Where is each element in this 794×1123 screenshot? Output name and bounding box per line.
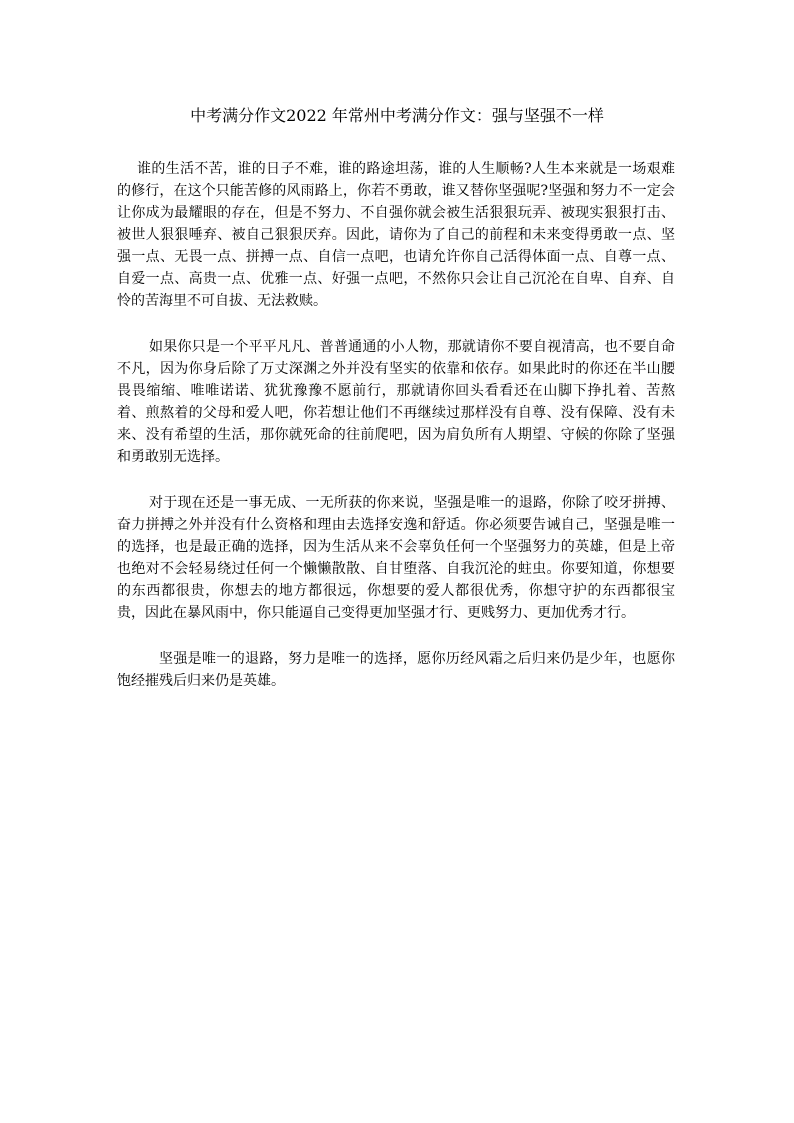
paragraph-3: 对于现在还是一事无成、一无所获的你来说，坚强是唯一的退路，你除了咬牙拼搏、奋力拼搏之外并没有什么资格和理由去选择安逸和舒适。你必须要告诫自己，坚强是唯一的选择，也是最正确的选择，因为生活从来不会辜负任何一个坚强努力的英雄，但是上帝也绝对不会轻易绕过任何一个懒懒散散、自甘堕落、自我沉沦的蛀虫。你要知道，你想要的东西都很贵，你想去的地方都很远，你想要的爱人都很优秀，你想守护的东西都很宝贵，因此在暴风雨中，你只能逼自己变得更加坚强才行、更贱努力、更加优秀才行。 bbox=[117, 495, 675, 621]
paragraph-2: 如果你只是一个平平凡凡、普普通通的小人物，那就请你不要自视清高，也不要自命不凡，因为你身后除了万丈深渊之外并没有坚实的依靠和依存。如果此时的你还在半山腰畏畏缩缩、唯唯诺诺、犹犹豫豫不愿前行，那就请你回头看看还在山脚下挣扎着、苦熬着、煎熬着的父母和爱人吧，你若想让他们不再继续过那样没有自尊、没有保障、没有未来、没有希望的生活，那你就死命的往前爬吧，因为肩负所有人期望、守候的你除了坚强和勇敢别无选择。 bbox=[117, 339, 675, 465]
document-body bbox=[117, 158, 675, 716]
paragraph-4: 坚强是唯一的退路，努力是唯一的选择，愿你历经风霜之后归来仍是少年，也愿你饱经摧残后归来仍是英雄。 bbox=[117, 651, 675, 689]
document-title: 中考满分作文2022 年常州中考满分作文：强与坚强不一样 bbox=[190, 106, 604, 125]
paragraph-1: 谁的生活不苦，谁的日子不难，谁的路途坦荡，谁的人生顺畅?人生本来就是一场艰难的修行，在这个只能苦修的风雨路上，你若不勇敢，谁又替你坚强呢?坚强和努力不一定会让你成为最耀眼的存在，但是不努力、不自强你就会被生活狠狠玩弄、被现实狠狠打击、被世人狠狠唾弃、被自己狠狠厌弃。因此，请你为了自己的前程和未来变得勇敢一点、坚强一点、无畏一点、拼搏一点、自信一点吧，也请允许你自己活得体面一点、自尊一点、自爱一点、高贵一点、优雅一点、好强一点吧，不然你只会让自己沉沦在自卑、自弃、自怜的苦海里不可自拔、无法救赎。 bbox=[117, 161, 675, 309]
